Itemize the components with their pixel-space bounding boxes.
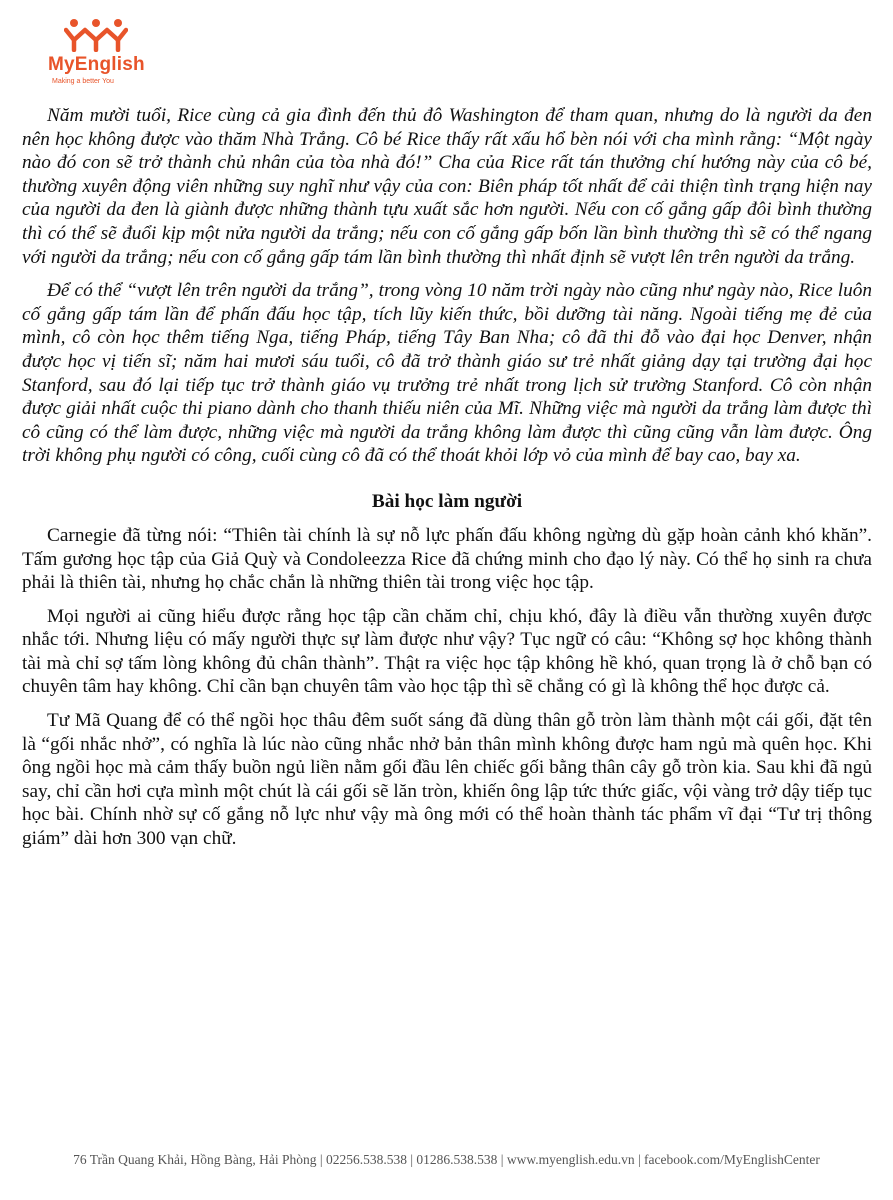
- people-logo-icon: [64, 18, 128, 52]
- section-heading: Bài học làm người: [371, 490, 523, 512]
- logo-tagline: Making a better You: [52, 78, 114, 85]
- paragraph-rice-childhood: Năm mười tuổi, Rice cùng cả gia đình đến thủ đô Washington để tham quan, nhưng do là người da đen nên học không được vào thăm Nhà Trắng. Cô bé Rice thấy rất xấu hổ bèn nói với cha mình rằng: “Một ngày nào đó con sẽ trở thành chủ nhân của tòa nhà đó!” Cha của Rice rất tán thưởng chí hướng này của cô bé, thường xuyên động viên những suy nghĩ như vậy của con: Biên pháp tốt nhất để cải thiện tình trạng hiện nay của người da đen là giành được những thành tựu xuất sắc hơn người. Nếu con cố gắng gấp đôi bình thường thì có thể sẽ đuổi kịp một nửa người da trắng; nếu con cố gắng gấp bốn lần bình thường thì sẽ có thể ngang với người da trắng; nếu con cố gắng gấp tám lần bình thường thì nhất định sẽ vượt lên trên người da trắng.: [22, 105, 872, 268]
- page-footer: 76 Trần Quang Khải, Hồng Bàng, Hải Phòng | 02256.538.538 | 01286.538.538 | www.myenglish.edu.vn | facebook.com/MyEnglishCenter: [73, 1152, 820, 1167]
- paragraph-tu-ma-quang: Tư Mã Quang để có thể ngồi học thâu đêm suốt sáng đã dùng thân gỗ tròn làm thành một cái gối, đặt tên là “gối nhắc nhở”, có nghĩa là lúc nào cũng nhắc nhở bản thân mình không được ham ngủ mà quên học. Khi ông ngồi học mà cảm thấy buồn ngủ liền nằm gối đầu lên chiếc gối bằng thân cây gỗ tròn kia. Sau khi đã ngủ say, chỉ cần hơi cựa mình một chút là cái gối sẽ lăn tròn, khiến ông lập tức thức giấc, vội vàng trở dậy tiếp tục học bài. Chính nhờ sự cố gắng nỗ lực như vậy mà ông mới có thể hoàn thành tác phẩm vĩ đại “Tư trị thông giám” dài hơn 300 vạn chữ.: [22, 710, 872, 850]
- document-body: [22, 104, 872, 861]
- paragraph-rice-achievements: Để có thể “vượt lên trên người da trắng”, trong vòng 10 năm trời ngày nào cũng như ngày nào, Rice luôn cố gắng gấp tám lần để phấn đấu học tập, tích lũy kiến thức, bồi dưỡng tài năng. Ngoài tiếng mẹ đẻ của mình, cô còn học thêm tiếng Nga, tiếng Pháp, tiếng Tây Ban Nha; cô đã thi đỗ vào đại học Denver, nhận được học vị tiến sĩ; năm hai mươi sáu tuổi, cô đã trở thành giáo sư trẻ nhất giảng dạy tại trường đại học Stanford, sau đó lại tiếp tục trở thành giáo vụ trưởng trẻ nhất trong lịch sử trường Stanford. Cô còn nhận được giải nhất cuộc thi piano dành cho thanh thiếu niên của Mĩ. Những việc mà người da trắng làm được thì cô cũng có thể làm được, những việc mà người da trắng không làm được thì cũng cũng vẫn làm được. Ông trời không phụ người có công, cuối cùng cô đã có thể thoát khỏi lớp vỏ của mình để bay cao, bay xa.: [22, 280, 872, 467]
- logo-wordmark: MyEnglish: [48, 54, 145, 75]
- paragraph-diligence: Mọi người ai cũng hiểu được rằng học tập cần chăm chỉ, chịu khó, đây là điều vẫn thường xuyên được nhắc tới. Nhưng liệu có mấy người thực sự làm được như vậy? Tục ngữ có câu: “Không sợ học không thành tài mà chỉ sợ tấm lòng không đủ chân thành”. Thật ra việc học tập không hề khó, quan trọng là ở chỗ bạn có chuyên tâm hay không. Chỉ cần bạn chuyên tâm vào học tập thì sẽ chẳng có gì là không thể học được cả.: [22, 605, 872, 698]
- paragraph-carnegie-quote: Carnegie đã từng nói: “Thiên tài chính là sự nỗ lực phấn đấu không ngừng dù gặp hoàn cảnh khó khăn”. Tấm gương học tập của Giả Quỳ và Condoleezza Rice đã chứng minh cho đạo lý này. Có thể họ sinh ra chưa phải là thiên tài, nhưng họ chắc chắn là những thiên tài trong việc học tập.: [22, 524, 872, 594]
- brand-logo: [44, 18, 164, 88]
